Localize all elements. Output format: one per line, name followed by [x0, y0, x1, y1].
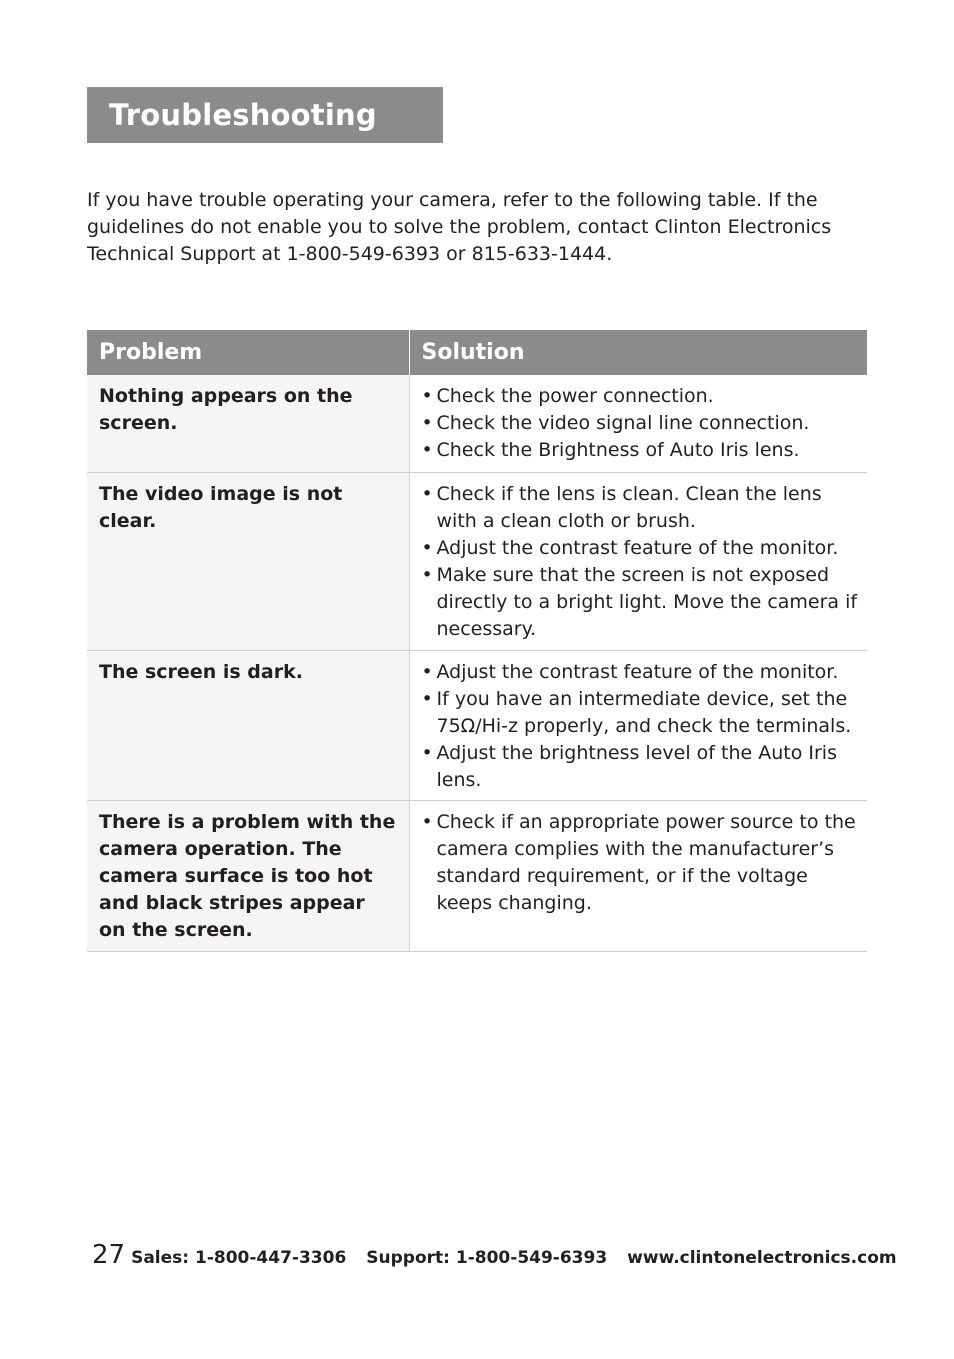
page-number: 27 — [92, 1240, 126, 1270]
column-header-solution: Solution — [409, 330, 867, 375]
solution-item: • Check the power connection. — [422, 383, 860, 410]
solution-item: • Check if the lens is clean. Clean the lens with a clean cloth or brush. — [421, 482, 822, 532]
solution-item: • Check if an appropriate power source to the camera complies with the manufacturer’s standard requirement, or if the voltage keeps changing. — [421, 810, 856, 914]
table-row — [87, 375, 867, 472]
table-row — [87, 472, 867, 650]
solution-item: • Check the Brightness of Auto Iris lens. — [422, 437, 860, 464]
footer-website: www.clintonelectronics.com — [627, 1248, 897, 1268]
bullet-icon: • — [421, 810, 433, 833]
solution-list — [422, 809, 860, 917]
solution-item: • Check the video signal line connection. — [422, 410, 860, 437]
bullet-icon: • — [421, 536, 433, 559]
solution-list — [422, 481, 860, 643]
solution-cell — [409, 472, 867, 650]
intro-paragraph: If you have trouble operating your camera, refer to the following table. If the guidelines do not enable you to solve the problem, contact Clinton Electronics Technical Support at 1-800-549-6393 or 815-633-1444. — [87, 189, 832, 265]
bullet-icon: • — [421, 741, 433, 764]
problem-text: The video image is not clear. — [99, 482, 343, 532]
solution-cell — [409, 800, 867, 951]
bullet-icon: • — [421, 412, 433, 434]
bullet-icon: • — [421, 660, 433, 683]
page-title-bar — [87, 87, 443, 143]
problem-text: Nothing appears on the screen. — [99, 385, 353, 434]
solution-item: • Adjust the contrast feature of the monitor. — [422, 535, 860, 562]
problem-cell — [87, 650, 409, 800]
problem-text: The screen is dark. — [99, 660, 303, 683]
solution-cell — [409, 375, 867, 472]
problem-cell — [87, 800, 409, 951]
bullet-icon: • — [421, 439, 433, 461]
solution-item: • Adjust the contrast feature of the monitor. — [422, 659, 860, 686]
bullet-icon: • — [421, 482, 433, 505]
problem-text: There is a problem with the camera operation. The camera surface is too hot and black stripes appear on the screen. — [99, 810, 396, 941]
solution-list — [422, 659, 860, 794]
problem-cell — [87, 472, 409, 650]
page-footer — [92, 1240, 917, 1276]
bullet-icon: • — [421, 563, 433, 586]
table-row — [87, 650, 867, 800]
problem-cell — [87, 375, 409, 472]
solution-list — [422, 383, 860, 464]
solution-item: • Adjust the brightness level of the Auto Iris lens. — [421, 741, 837, 791]
solution-item: • Make sure that the screen is not exposed directly to a bright light. Move the camera if necessary. — [421, 563, 858, 640]
footer-sales-phone: Sales: 1-800-447-3306 — [131, 1248, 347, 1268]
bullet-icon: • — [421, 687, 433, 710]
table-header-row — [87, 330, 867, 375]
troubleshooting-table — [87, 330, 867, 952]
table-row — [87, 800, 867, 951]
footer-support-phone: Support: 1-800-549-6393 — [366, 1248, 608, 1268]
solution-cell — [409, 650, 867, 800]
bullet-icon: • — [421, 385, 433, 407]
page-title: Troubleshooting — [109, 98, 377, 132]
column-header-problem: Problem — [87, 330, 409, 375]
solution-item: • If you have an intermediate device, set the 75Ω/Hi-z properly, and check the terminals. — [421, 687, 852, 737]
